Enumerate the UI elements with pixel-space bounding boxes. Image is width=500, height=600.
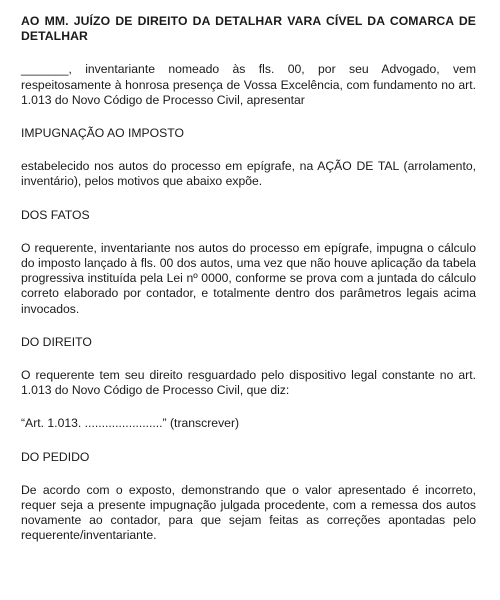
heading-do-pedido: DO PEDIDO [21, 449, 90, 464]
direito-paragraph: O requerente tem seu direito resguardado pelo dispositivo legal constante no art. 1.013 do Novo Código de Processo Civil, que diz: [21, 368, 476, 398]
heading-impugnacao: IMPUGNAÇÃO AO IMPOSTO [21, 126, 184, 141]
estabelecido-paragraph: estabelecido nos autos do processo em epígrafe, na AÇÃO DE TAL (arrolamento, inventário), pelos motivos que abaixo expõe. [21, 159, 476, 189]
document-body [21, 14, 476, 562]
document-title: AO MM. JUÍZO DE DIREITO DA DETALHAR VARA CÍVEL DA COMARCA DE DETALHAR [21, 14, 476, 44]
fatos-paragraph: O requerente, inventariante nos autos do processo em epígrafe, impugna o cálculo do imposto lançado à fls. 00 dos autos, uma vez que não houve aplicação da tabela progressiva instituída pela Lei nº 0000, conforme se prova com a juntada do cálculo correto elaborado por contador, e totalmente dentro dos parâmetros legais acima invocados. [21, 240, 476, 316]
heading-dos-fatos: DOS FATOS [21, 207, 90, 222]
quote-paragraph: “Art. 1.013. .......................” (transcrever) [21, 416, 240, 431]
pedido-paragraph: De acordo com o exposto, demonstrando que o valor apresentado é incorreto, requer seja a presente impugnação julgada procedente, com a remessa dos autos novamente ao contador, para que sejam feitas as correções apontadas pelo requerente/inventariante. [21, 482, 476, 543]
intro-paragraph: _______, inventariante nomeado às fls. 00, por seu Advogado, vem respeitosamente à honrosa presença de Vossa Excelência, com fundamento no art. 1.013 do Novo Código de Processo Civil, apresentar [21, 62, 476, 107]
heading-do-direito: DO DIREITO [21, 334, 92, 349]
